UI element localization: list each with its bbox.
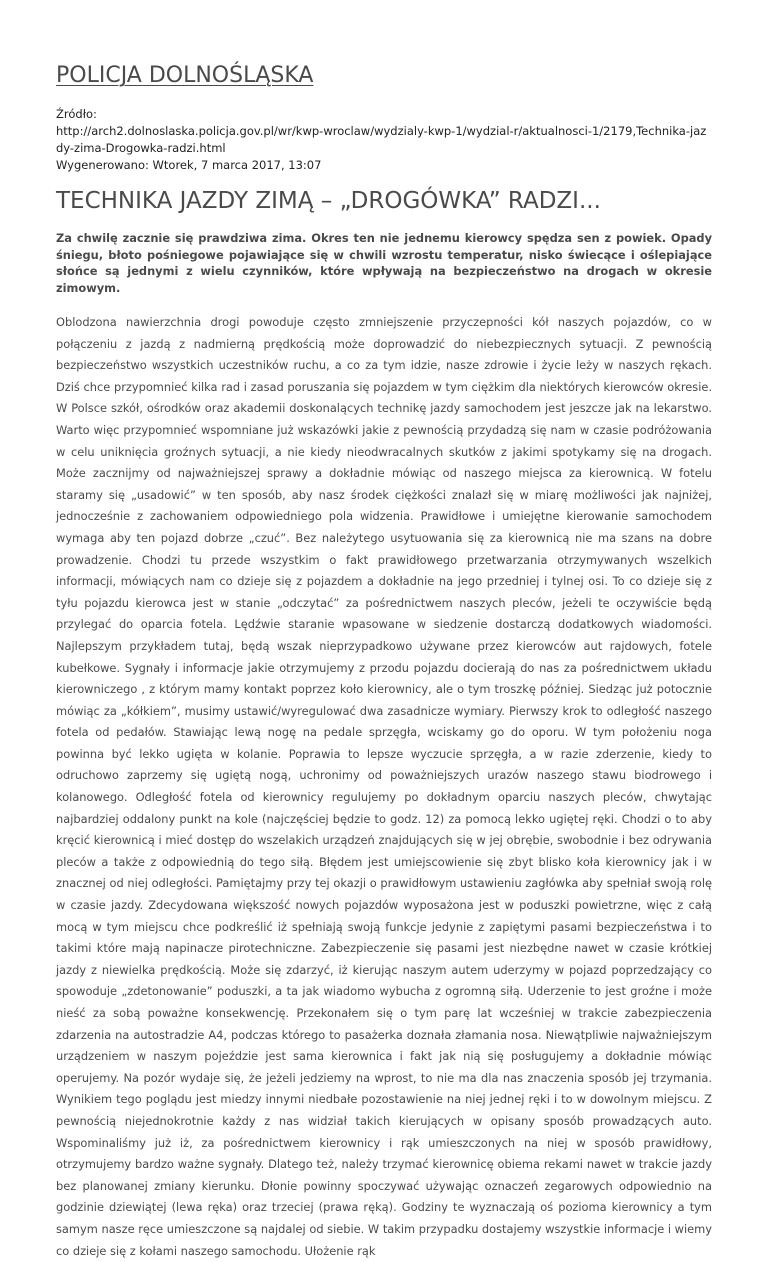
site-title: POLICJA DOLNOŚLĄSKA [56, 63, 314, 88]
source-url: http://arch2.dolnoslaska.policja.gov.pl/wr/kwp-wroclaw/wydzialy-kwp-1/wydzial-r/aktualnosci-1/2179,Technika-jazdy-zima-Drogowka-radzi.html [56, 124, 707, 155]
article-body: Oblodzona nawierzchnia drogi powoduje często zmniejszenie przyczepności kół naszych pojazdów, co w połączeniu z jazdą z nadmierną prędkością może doprowadzić do niebezpiecznych sytuacji. Z pewnością bezpieczeństwo wszystkich uczestników ruchu, a co za tym idzie, nasze zdrowie i życie leży w naszych rękach. Dziś chce przypomnieć kilka rad i zasad poruszania się pojazdem w tym ciężkim dla niektórych kierowców okresie. W Polsce szkół, ośrodków oraz akademii doskonalących technikę jazdy samochodem jest jeszcze jak na lekarstwo. Warto więc przypomnieć wspomniane już wskazówki jakie z pewnością przydadzą się nam w czasie podróżowania w celu uniknięcia groźnych sytuacji, a nie kiedy nieodwracalnych skutków z jakimi spotykamy się na drogach. Może zacznijmy od najważniejszej sprawy a dokładnie mówiąc od naszego miejsca za kierownicą. W fotelu staramy się „usadowić” w ten sposób, aby nasz środek ciężkości znalazł się w miarę możliwości jak najniżej, jednocześnie z zachowaniem odpowiedniego pola widzenia. Prawidłowe i umiejętne kierowanie samochodem wymaga aby ten pojazd dobrze „czuć”. Bez należytego usytuowania się za kierownicą nie ma szans na dobre prowadzenie. Chodzi tu przede wszystkim o fakt prawidłowego przetwarzania otrzymywanych wszelkich informacji, mówiących nam co dzieje się z pojazdem a dokładnie na jego przedniej i tylnej osi. To co dzieje się z tyłu pojazdu kierowca jest w stanie „odczytać” za pośrednictwem naszych pleców, jeżeli te oczywiście będą przylegać do oparcia fotela. Lędźwie staranie wpasowane w siedzenie dostarczą dodatkowych wiadomości. Najlepszym przykładem tutaj, będą wszak nieprzypadkowo używane przez kierowców aut rajdowych, fotele kubełkowe. Sygnały i informacje jakie otrzymujemy z przodu pojazdu docierają do nas za pośrednictwem układu kierowniczego , z którym mamy kontakt poprzez koło kierownicy, ale o tym troszkę później. Siedząc już potocznie mówiąc za „kółkiem”, musimy ustawić/wyregulować dwa zasadnicze wymiary. Pierwszy krok to odległość naszego fotela od pedałów. Stawiając lewą nogę na pedale sprzęgła, wciskamy go do oporu. W tym położeniu noga powinna być lekko ugięta w kolanie. Poprawia to lepsze wyczucie sprzęgła, a w razie zderzenie, kiedy to odruchowo zaprzemy się ugiętą nogą, uchronimy od poważniejszych urazów naszego stawu biodrowego i kolanowego. Odległość fotela od kierownicy regulujemy po dokładnym oparciu naszych pleców, chwytając najbardziej oddalony punkt na kole (najczęściej będzie to godz. 12) za pomocą lekko ugiętej ręki. Chodzi o to aby kręcić kierownicą i mieć dostęp do wszelakich urządzeń znajdujących się w jej obrębie, swobodnie i bez odrywania pleców a także z odpowiednią do tego siłą. Błędem jest umiejscowienie się zbyt blisko koła kierownicy jak i w znacznej od niej odległości. Pamiętajmy przy tej okazji o prawidłowym ustawieniu zagłówka aby spełniał swoją rolę w czasie jazdy. Zdecydowana większość nowych pojazdów wyposażona jest w poduszki powietrzne, więc z całą mocą w tym miejscu chce podkreślić iż spełniają swoją funkcje jedynie z zapiętymi pasami bezpieczeństwa i to takimi które mają napinacze pirotechniczne. Zabezpieczenie się pasami jest niezbędne nawet w czasie krótkiej jazdy z niewielka prędkością. Może się zdarzyć, iż kierując naszym autem uderzymy w pojazd poprzedzający co spowoduje „zdetonowanie” poduszki, a ta jak wiadomo wybucha z ogromną siłą. Uderzenie to jest groźne i może nieść za sobą poważne konsekwencję. Przekonałem się o tym parę lat wcześniej w trakcie zabezpieczenia zdarzenia na autostradzie A4, podczas którego to pasażerka doznała złamania nosa. Niewątpliwie najważniejszym urządzeniem w naszym pojeździe jest sama kierownica i fakt jak nią się posługujemy a dokładnie mówiąc operujemy. Na pozór wydaje się, że jeżeli jedziemy na wprost, to nie ma dla nas znaczenia sposób jej trzymania. Wynikiem tego poglądu jest miedzy innymi niedbałe pozostawienie na niej jednej ręki i to w dowolnym miejscu. Z pewnością niejednokrotnie każdy z nas widział takich kierujących w opisany sposób prowadzących auto. Wspominaliśmy już iż, za pośrednictwem kierownicy i rąk umieszczonych na niej w sposób prawidłowy, otrzymujemy bardzo ważne sygnały. Dlatego też, należy trzymać kierownicę obiema rekami nawet w trakcie jazdy bez planowanej zmiany kierunku. Dłonie powinny spoczywać używając oznaczeń zegarowych odpowiednio na godzinie dziewiątej (lewa ręka) oraz trzeciej (prawa ręką). Godziny te wyznaczają oś pozioma kierownicy a tym samym nasze ręce umieszczone są najdalej od siebie. W takim przypadku dostajemy wszystkie informacje i wiemy co dzieje się z kołami naszego samochodu. Ułożenie rąk [56, 315, 712, 1258]
article-lead: Za chwilę zacznie się prawdziwa zima. Okres ten nie jednemu kierowcy spędza sen z powiek. Opady śniegu, błoto pośniegowe pojawiające się w chwili wzrostu temperatur, nisko świecące i oślepiające słońce są jednymi z wielu czynników, które wpływają na bezpieczeństwo na drogach w okresie zimowym. [56, 231, 712, 295]
source-meta [56, 106, 712, 174]
article-title: TECHNIKA JAZDY ZIMĄ – „DROGÓWKA” RADZI... [56, 188, 601, 214]
generated-date: Wygenerowano: Wtorek, 7 marca 2017, 13:07 [56, 158, 322, 172]
source-label: Źródło: [56, 107, 97, 121]
